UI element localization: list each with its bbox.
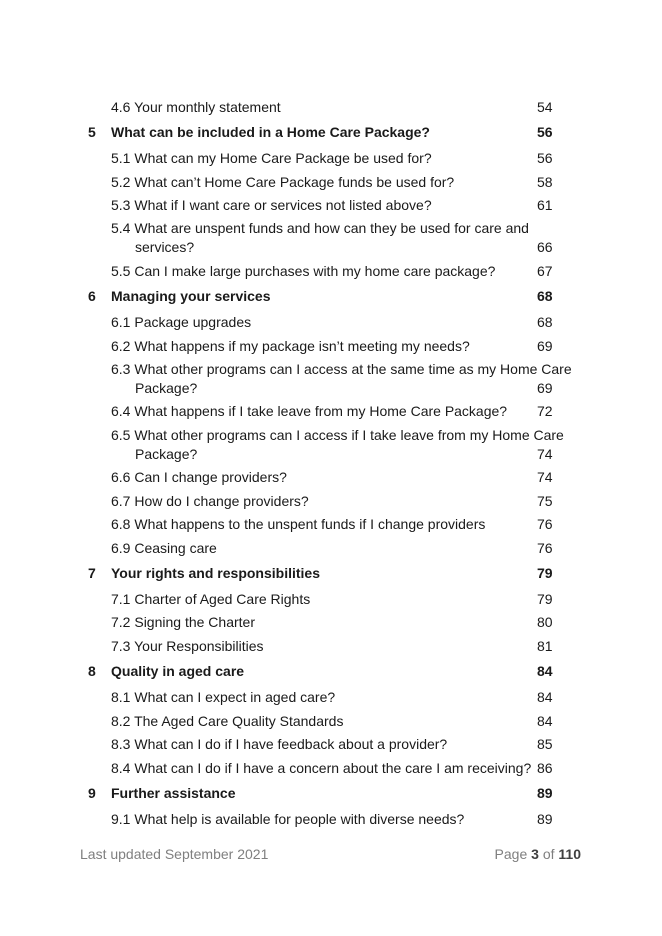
toc-entry-title: 5.3 What if I want care or services not listed above? — [111, 197, 432, 213]
toc-section-number: 9 — [88, 785, 96, 801]
toc-section-title: Further assistance — [111, 785, 236, 801]
toc-entry-page: 85 — [537, 736, 553, 752]
toc-entry-title: 5.4 What are unspent funds and how can they be used for care and — [111, 220, 529, 236]
toc-entry-page: 74 — [537, 446, 553, 462]
toc-entry-title: 5.1 What can my Home Care Package be used for? — [111, 150, 432, 166]
toc-entry-title-continued: Package? — [135, 446, 198, 462]
toc-section-page: 89 — [537, 785, 553, 801]
toc-entry-page: 86 — [537, 760, 553, 776]
toc-section-title: Managing your services — [111, 288, 271, 304]
toc-section-title: What can be included in a Home Care Package? — [111, 124, 430, 140]
toc-entry-title: 6.6 Can I change providers? — [111, 469, 287, 485]
toc-entry-title: 6.8 What happens to the unspent funds if I change providers — [111, 516, 486, 532]
toc-entry-page: 84 — [537, 713, 553, 729]
toc-entry-page: 61 — [537, 197, 553, 213]
toc-entry-page: 80 — [537, 614, 553, 630]
footer-page-number — [495, 845, 581, 864]
toc-entry-title: 7.1 Charter of Aged Care Rights — [111, 591, 311, 607]
toc-section-number: 7 — [88, 565, 96, 581]
toc-entry-page: 68 — [537, 314, 553, 330]
toc-entry-title: 6.4 What happens if I take leave from my Home Care Package? — [111, 403, 508, 419]
toc-section-page: 79 — [537, 565, 553, 581]
toc-entry-page: 76 — [537, 540, 553, 556]
toc-section-page: 68 — [537, 288, 553, 304]
toc-entry-page: 75 — [537, 493, 553, 509]
toc-entry-title: 6.9 Ceasing care — [111, 540, 217, 556]
toc-entry-title: 6.3 What other programs can I access at the same time as my Home Care — [111, 361, 572, 377]
toc-entry-page: 69 — [537, 380, 553, 396]
toc-entry-title: 6.7 How do I change providers? — [111, 493, 309, 509]
toc-entry-page: 79 — [537, 591, 553, 607]
toc-entry-title-continued: Package? — [135, 380, 198, 396]
toc-entry-page: 58 — [537, 174, 553, 190]
toc-entry-title: 5.2 What can’t Home Care Package funds be used for? — [111, 174, 455, 190]
toc-section-page: 56 — [537, 124, 553, 140]
toc-section-number: 8 — [88, 663, 96, 679]
toc-entry-title: 9.1 What help is available for people with diverse needs? — [111, 811, 465, 827]
toc-entry-title: 4.6 Your monthly statement — [111, 99, 281, 115]
footer-page-of: of — [538, 846, 559, 862]
toc-entry-title: 5.5 Can I make large purchases with my home care package? — [111, 263, 496, 279]
footer-last-updated: Last updated September 2021 — [80, 846, 269, 862]
toc-entry-title: 7.2 Signing the Charter — [111, 614, 255, 630]
footer-page-current: 3 — [531, 846, 539, 862]
toc-section-number: 5 — [88, 124, 96, 140]
toc-entry-page: 69 — [537, 338, 553, 354]
toc-section-number: 6 — [88, 288, 96, 304]
toc-entry-page: 76 — [537, 516, 553, 532]
toc-entry-title: 7.3 Your Responsibilities — [111, 638, 264, 654]
toc-entry-page: 54 — [537, 99, 553, 115]
toc-entry-page: 74 — [537, 469, 553, 485]
toc-entry-title: 6.2 What happens if my package isn’t meeting my needs? — [111, 338, 470, 354]
toc-entry-title: 8.4 What can I do if I have a concern about the care I am receiving? — [111, 760, 532, 776]
toc-entry-page: 67 — [537, 263, 553, 279]
toc-entry-page: 66 — [537, 239, 553, 255]
toc-entry-page: 81 — [537, 638, 553, 654]
toc-entry-title: 6.5 What other programs can I access if I take leave from my Home Care — [111, 427, 564, 443]
toc-entry-title: 8.2 The Aged Care Quality Standards — [111, 713, 344, 729]
toc-entry-page: 84 — [537, 689, 553, 705]
toc-entry-page: 89 — [537, 811, 553, 827]
footer-page-total: 110 — [558, 846, 581, 862]
toc-section-title: Your rights and responsibilities — [111, 565, 320, 581]
footer-page-prefix: Page — [494, 846, 532, 862]
toc-entry-title: 8.3 What can I do if I have feedback about a provider? — [111, 736, 448, 752]
toc-entry-title-continued: services? — [135, 239, 195, 255]
toc-entry-title: 8.1 What can I expect in aged care? — [111, 689, 336, 705]
toc-section-title: Quality in aged care — [111, 663, 245, 679]
toc-entry-page: 56 — [537, 150, 553, 166]
toc-entry-title: 6.1 Package upgrades — [111, 314, 252, 330]
toc-entry-page: 72 — [537, 403, 553, 419]
toc-section-page: 84 — [537, 663, 553, 679]
